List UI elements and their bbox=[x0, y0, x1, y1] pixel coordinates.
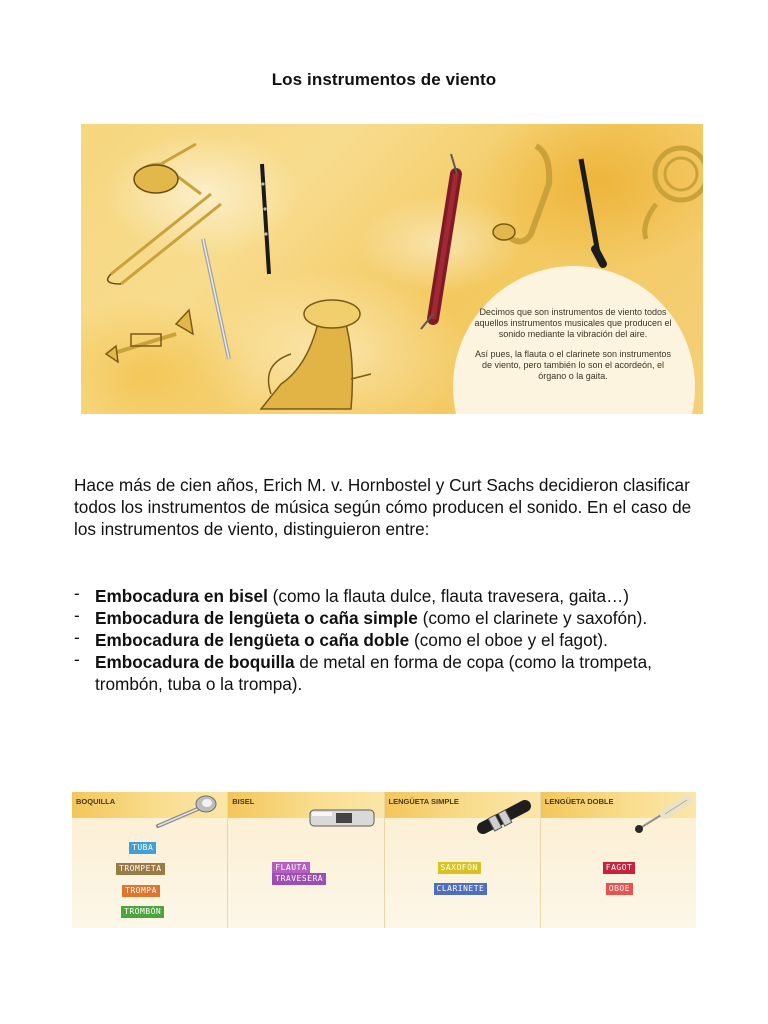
tag-travesera: TRAVESERA bbox=[272, 873, 326, 885]
list-dash: - bbox=[74, 605, 80, 625]
flute-icon bbox=[203, 239, 229, 359]
info-paragraph-2: Así pues, la flauta o el clarinete son instrumentos de viento, pero también lo son el acordeón, el órgano o la gaita. bbox=[474, 349, 672, 381]
french-horn-icon bbox=[645, 148, 703, 239]
column-header-label: LENGÜETA SIMPLE bbox=[388, 797, 459, 806]
tag-tuba: TUBA bbox=[129, 842, 156, 854]
tuba-icon bbox=[261, 300, 371, 409]
column-lengueta-simple bbox=[385, 792, 541, 928]
list-dash: - bbox=[74, 627, 80, 647]
column-tags bbox=[541, 818, 696, 928]
page-title: Los instrumentos de viento bbox=[271, 70, 497, 89]
info-paragraph-1: Decimos que son instrumentos de viento todos aquellos instrumentos musicales que producen el sonido mediante la vibración del aire. bbox=[474, 307, 672, 339]
list-dash: - bbox=[74, 583, 80, 603]
list-item-detail: de metal en forma de copa (como la trompeta, trombón, tuba o la trompa). bbox=[95, 652, 652, 694]
tag-trombon: TROMBÓN bbox=[121, 906, 164, 918]
tag-oboe: OBOE bbox=[606, 883, 633, 895]
column-header bbox=[72, 792, 227, 818]
wind-instruments-illustration bbox=[81, 124, 703, 414]
column-header bbox=[541, 792, 696, 818]
column-header bbox=[385, 792, 540, 818]
column-bisel bbox=[228, 792, 384, 928]
tag-clarinete: CLARINETE bbox=[434, 883, 488, 895]
column-header-label: BOQUILLA bbox=[76, 797, 116, 806]
list-item bbox=[74, 585, 714, 607]
list-item-detail: (como el oboe y el fagot). bbox=[409, 630, 608, 650]
list-item bbox=[74, 607, 714, 629]
column-tags bbox=[385, 818, 540, 928]
list-item-term: Embocadura en bisel bbox=[95, 586, 268, 606]
oboe-icon bbox=[261, 164, 269, 274]
bassoon-icon bbox=[421, 154, 457, 329]
list-item-detail: (como el clarinete y saxofón). bbox=[417, 608, 648, 628]
embouchure-list bbox=[74, 585, 714, 695]
tag-flauta: FLAUTA bbox=[272, 862, 310, 874]
list-dash: - bbox=[74, 649, 80, 669]
saxophone-icon bbox=[493, 146, 549, 242]
column-header-label: LENGÜETA DOBLE bbox=[544, 797, 614, 806]
column-boquilla bbox=[72, 792, 228, 928]
tag-saxofon: SAXOFÓN bbox=[438, 862, 481, 874]
list-item bbox=[74, 629, 714, 651]
tag-trompa: TROMPA bbox=[122, 885, 160, 897]
column-lengueta-doble bbox=[541, 792, 696, 928]
tag-fagot: FAGOT bbox=[603, 862, 636, 874]
list-item-term: Embocadura de lengüeta o caña simple bbox=[95, 608, 418, 628]
clarinet-icon bbox=[581, 159, 603, 264]
trumpet-icon bbox=[106, 310, 193, 362]
column-tags bbox=[72, 818, 227, 928]
column-tags bbox=[228, 818, 383, 928]
list-item-term: Embocadura de boquilla bbox=[95, 652, 295, 672]
intro-paragraph: Hace más de cien años, Erich M. v. Hornbostel y Curt Sachs decidieron clasificar todos los instrumentos de música según cómo producen el sonido. En el caso de los instrumentos de viento, distinguieron entre: bbox=[74, 475, 692, 539]
classification-panel bbox=[72, 792, 696, 928]
trombone-icon bbox=[108, 144, 221, 284]
info-bubble-text bbox=[473, 307, 673, 391]
column-header bbox=[228, 792, 383, 818]
list-item-term: Embocadura de lengüeta o caña doble bbox=[95, 630, 410, 650]
list-item bbox=[74, 651, 714, 695]
list-item-detail: (como la flauta dulce, flauta travesera, gaita…) bbox=[267, 586, 630, 606]
tag-trompeta: TROMPETA bbox=[116, 863, 165, 875]
column-header-label: BISEL bbox=[232, 797, 255, 806]
